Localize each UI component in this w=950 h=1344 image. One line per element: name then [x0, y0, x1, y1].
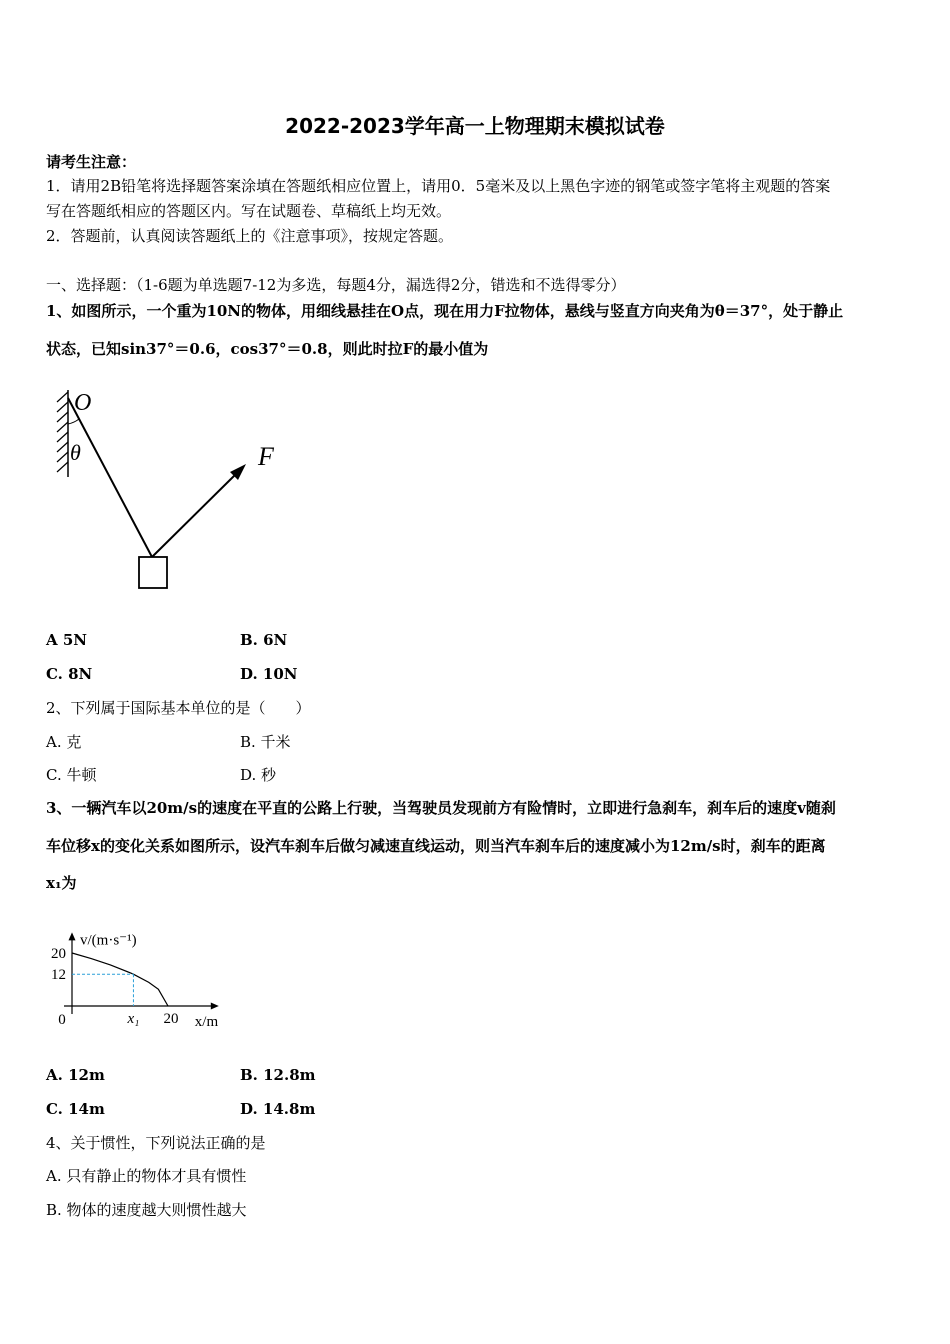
- q3-option-d: D. 14.8m: [240, 1100, 316, 1118]
- page-title: 2022-2023学年高一上物理期末模拟试卷: [285, 114, 665, 138]
- q3-stem-line-3: x₁为: [46, 874, 77, 892]
- q1-stem-line-2: 状态，已知sin37°＝0.6，cos37°＝0.8，则此时拉F的最小值为: [46, 340, 489, 358]
- q3-stem-line-1: 3、一辆汽车以20m/s的速度在平直的公路上行驶，当驾驶员发现前方有险情时，立即进行急刹车，刹车后的速度v随刹: [46, 799, 836, 817]
- series-line: [72, 953, 168, 1006]
- q4-stem: 4、关于惯性，下列说法正确的是: [46, 1134, 266, 1152]
- y-axis-arrow: [69, 932, 76, 940]
- x-tick-label: 20: [163, 1011, 179, 1027]
- x-tick-label: 0: [58, 1012, 66, 1028]
- q3-option-c: C. 14m: [46, 1100, 105, 1118]
- q1-stem-line-1: 1、如图所示，一个重为10N的物体，用细线悬挂在O点，现在用力F拉物体，悬线与竖直方向夹角为θ＝37°，处于静止: [46, 302, 844, 320]
- y-axis-label: v/(m·s⁻¹): [80, 932, 137, 949]
- force-arrow-shaft: [152, 473, 237, 557]
- q4-option-a: A. 只有静止的物体才具有惯性: [46, 1167, 247, 1185]
- q4-option-b: B. 物体的速度越大则惯性越大: [46, 1201, 247, 1219]
- q1-option-a: A 5N: [46, 631, 88, 649]
- x-axis-label: x/m: [194, 1014, 219, 1030]
- hanging-block: [139, 557, 167, 588]
- y-tick-label: 12: [51, 967, 66, 984]
- q2-stem: 2、下列属于国际基本单位的是（ ）: [46, 699, 311, 717]
- q3-option-a: A. 12m: [46, 1066, 105, 1084]
- q3-option-b: B. 12.8m: [240, 1066, 316, 1084]
- label-theta: θ: [70, 440, 81, 465]
- suspension-string: [68, 398, 152, 557]
- section-heading: 一、选择题：（1-6题为单选题7-12为多选，每题4分，漏选得2分，错选和不选得零分）: [46, 276, 626, 294]
- wall-hatching: [57, 392, 68, 472]
- notice-line-1a: 1．请用2B铅笔将选择题答案涂填在答题纸相应位置上，请用0．5毫米及以上黑色字迹的钢笔或签字笔将主观题的答案: [46, 177, 831, 195]
- x-axis-arrow: [211, 1003, 219, 1010]
- angle-arc: [68, 419, 79, 424]
- q2-option-a: A. 克: [46, 733, 82, 751]
- x-tick-label: x₁: [127, 1011, 140, 1027]
- q1-option-b: B. 6N: [240, 631, 288, 649]
- q1-option-d: D. 10N: [240, 665, 298, 683]
- y-tick-label: 20: [51, 946, 66, 962]
- notice-line-2: 2．答题前，认真阅读答题纸上的《注意事项》，按规定答题。: [46, 227, 454, 245]
- notice-line-1b: 写在答题纸相应的答题区内。写在试题卷、草稿纸上均无效。: [46, 202, 452, 220]
- label-F: F: [258, 442, 274, 471]
- q2-option-d: D. 秒: [240, 766, 277, 784]
- q1-option-c: C. 8N: [46, 665, 93, 683]
- notice-heading: 请考生注意：: [46, 153, 137, 171]
- q2-option-b: B. 千米: [240, 733, 291, 751]
- label-O: O: [74, 390, 92, 416]
- q3-stem-line-2: 车位移x的变化关系如图所示，设汽车刹车后做匀减速直线运动，则当汽车刹车后的速度减小为12m/s时，刹车的距离: [46, 837, 826, 855]
- q2-option-c: C. 牛顿: [46, 766, 97, 784]
- q1-force-diagram: [46, 380, 296, 600]
- q3-velocity-displacement-chart: [40, 902, 230, 1037]
